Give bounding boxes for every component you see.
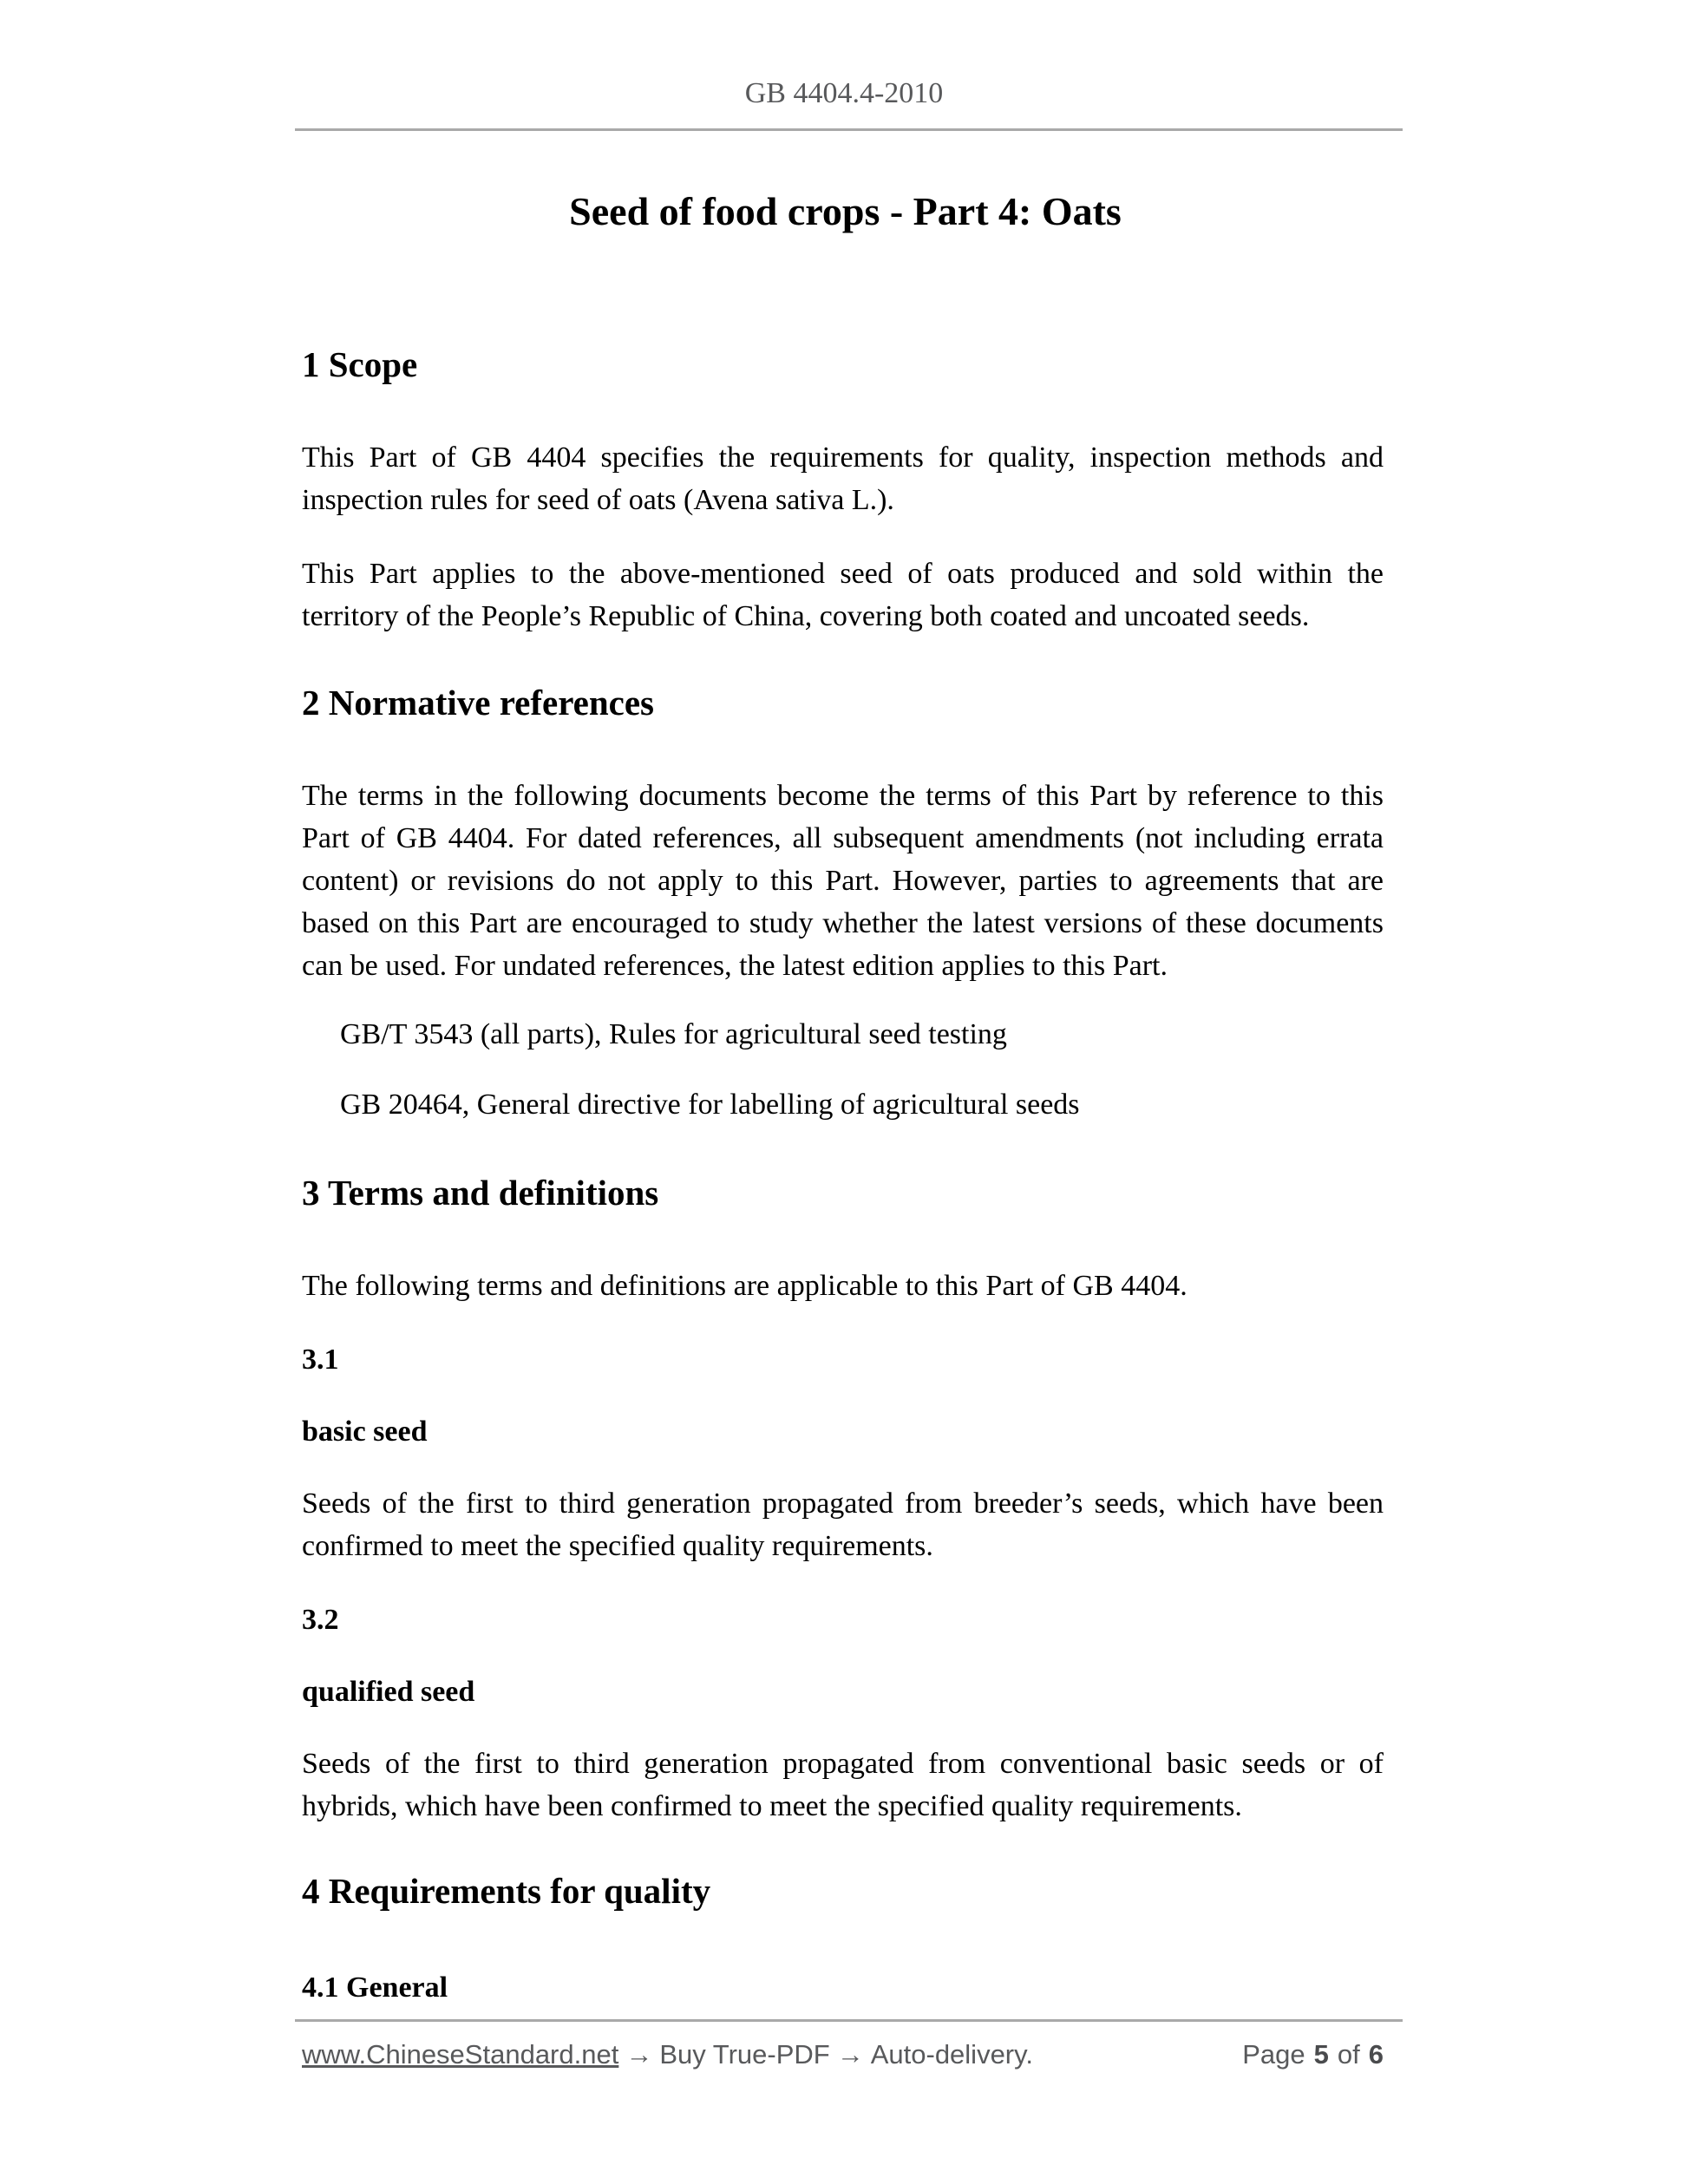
page-current: 5: [1313, 2039, 1329, 2070]
term-3-2-name: qualified seed: [302, 1676, 475, 1708]
page-total: 6: [1368, 2039, 1384, 2070]
term-3-1-name: basic seed: [302, 1416, 428, 1448]
term-3-1-definition: Seeds of the first to third generation propagated from breeder’s seeds, which have been confirmed to meet the specified quality requirements.: [302, 1488, 1384, 1562]
term-3-1-number: 3.1: [302, 1344, 339, 1376]
normative-references-heading: 2 Normative references: [302, 683, 655, 723]
scope-paragraph-2: This Part applies to the above-mentioned seed of oats produced and sold within the territory of the People’s Republic of China, covering both coated and uncoated seeds.: [302, 558, 1384, 632]
page-of-label: of: [1337, 2039, 1360, 2070]
term-3-2-number: 3.2: [302, 1604, 339, 1636]
header-divider: [295, 128, 1403, 131]
scope-heading: 1 Scope: [302, 344, 418, 384]
footer-divider: [295, 2019, 1403, 2022]
page-label: Page: [1242, 2039, 1305, 2070]
footer-buy-text: Buy True-PDF: [659, 2039, 830, 2070]
page-indicator: [1233, 2037, 1384, 2072]
requirements-heading: 4 Requirements for quality: [302, 1871, 711, 1911]
reference-gbt-3543: GB/T 3543 (all parts), Rules for agricultural seed testing: [340, 1018, 1007, 1050]
term-3-2-definition: Seeds of the first to third generation propagated from conventional basic seeds or of hybrids, which have been confirmed to meet the specified quality requirements.: [302, 1748, 1384, 1822]
document-body: [302, 343, 1384, 2009]
scope-paragraph-1: This Part of GB 4404 specifies the requirements for quality, inspection methods and inspection rules for seed of oats (Avena sativa L.).: [302, 441, 1384, 516]
footer-delivery-text: Auto-delivery.: [870, 2039, 1033, 2070]
page-footer: [0, 2019, 1688, 2072]
terms-intro: The following terms and definitions are applicable to this Part of GB 4404.: [302, 1270, 1187, 1302]
terms-definitions-heading: 3 Terms and definitions: [302, 1173, 659, 1213]
reference-gb-20464: GB 20464, General directive for labelling of agricultural seeds: [340, 1089, 1080, 1121]
normative-references-paragraph: The terms in the following documents become the terms of this Part by reference to this Part of GB 4404. For dated references, all subsequent amendments (not including errata content) or revisions do not apply to this Part. However, parties to agreements that are based on this Part are encouraged to study whether the latest versions of these documents can be used. For undated references, the latest edition applies to this Part.: [302, 780, 1384, 982]
footer-link[interactable]: www.ChineseStandard.net: [302, 2039, 619, 2070]
footer-info: [302, 2037, 1033, 2072]
arrow-icon: →: [625, 2039, 653, 2070]
requirements-4-1-heading: 4.1 General: [302, 1971, 448, 2004]
doc-number: GB 4404.4-2010: [744, 77, 944, 109]
document-title: Seed of food crops - Part 4: Oats: [569, 189, 1122, 233]
arrow-icon: →: [836, 2039, 864, 2070]
